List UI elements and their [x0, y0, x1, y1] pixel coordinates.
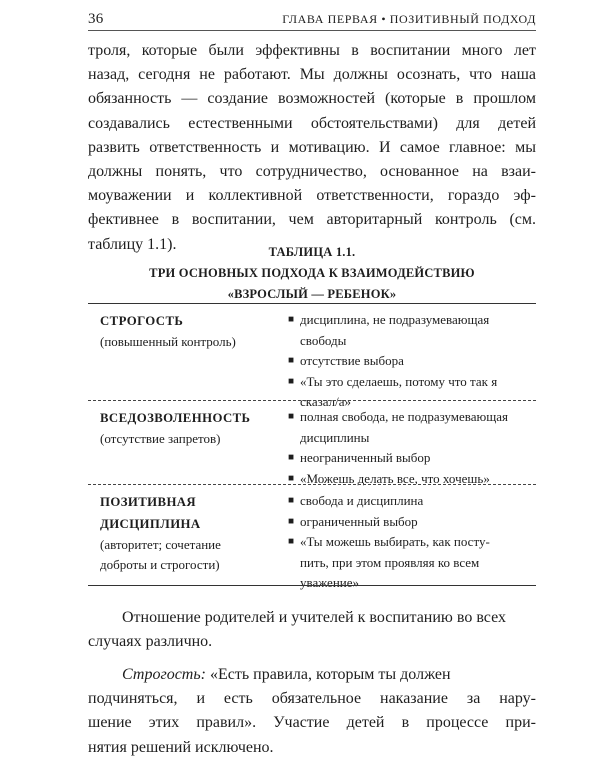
- running-title: ГЛАВА ПЕРВАЯ • ПОЗИТИВНЫЙ ПОДХОД: [282, 12, 536, 26]
- bullet-item: [288, 448, 536, 469]
- row-bullets-cell: [288, 407, 536, 489]
- bullet-item: [288, 512, 536, 533]
- bullet-item: [288, 491, 536, 512]
- table-row-divider: [88, 484, 536, 485]
- bullet-icon: ■: [288, 411, 295, 422]
- paragraph-line: должны понять, что сотрудничество, основанное на взаи-: [88, 163, 536, 181]
- bullet-text: свобода и дисциплина: [300, 493, 424, 508]
- bullet-icon: ■: [288, 536, 295, 547]
- paragraph-line: случаях различно.: [88, 633, 213, 651]
- paragraph-line: развить ответственность и мотивацию. И самое главное: мы: [88, 138, 536, 156]
- bullet-icon: ■: [288, 495, 295, 506]
- paragraph-2: [88, 606, 536, 654]
- paragraph-line: обязанность — создание возможностей (которые в прошлом: [88, 90, 536, 108]
- paragraph-line: [88, 663, 536, 687]
- paragraph-3: [88, 663, 536, 760]
- row-label: ДИСЦИПЛИНА: [100, 517, 201, 531]
- paragraph-line: таблицу 1.1).: [88, 235, 177, 253]
- row-label-cell: [100, 491, 300, 575]
- paragraph-line: шение этих правил». Участие детей в процессе при-: [88, 714, 536, 732]
- bullet-text: пить, при этом проявляя ко всем: [300, 554, 480, 570]
- row-sublabel: (повышенный контроль): [100, 334, 236, 349]
- row-bullets-cell: [288, 491, 536, 594]
- paragraph-line: троля, которые были эффективны в воспитании много лет: [88, 42, 536, 59]
- paragraph-line: фективнее в воспитании, чем авторитарный контроль (см.: [88, 211, 536, 229]
- bullet-text: дисциплина, не подразумевающая: [300, 312, 490, 327]
- bullet-icon: ■: [288, 314, 295, 325]
- paragraph-lead-term: Строгость:: [122, 666, 206, 683]
- table-title-line: «ВЗРОСЛЫЙ — РЕБЕНОК»: [227, 287, 397, 301]
- bullet-text: «Можешь делать все, что хочешь»: [300, 470, 490, 486]
- paragraph-line: нятия решений исключено.: [88, 738, 274, 756]
- table-title: [88, 242, 536, 305]
- paragraph-line: моуважении и коллективной ответственности, гораздо эф-: [88, 187, 536, 205]
- row-label: ВСЕДОЗВОЛЕННОСТЬ: [100, 411, 251, 425]
- paragraph-line: назад, сегодня не работают. Мы должны осознать, что наша: [88, 66, 536, 84]
- bullet-icon: ■: [288, 375, 295, 387]
- row-label-cell: [100, 407, 300, 449]
- bullet-text: «Ты можешь выбирать, как посту-: [300, 534, 490, 549]
- bullet-item: [288, 407, 536, 448]
- bullet-text: дисциплины: [300, 429, 370, 445]
- table-title-line: ТАБЛИЦА 1.1.: [268, 245, 356, 259]
- row-sublabel: (отсутствие запретов): [100, 431, 221, 446]
- bullet-text: «Ты это сделаешь, потому что так я: [300, 373, 498, 389]
- table-title-line: ТРИ ОСНОВНЫХ ПОДХОДА К ВЗАИМОДЕЙСТВИЮ: [149, 266, 475, 280]
- paragraph-1: [88, 39, 536, 257]
- bullet-text: сказал/а»: [300, 394, 352, 409]
- table-top-rule: [88, 303, 536, 304]
- row-label-cell: [100, 310, 300, 352]
- paragraph-line: Отношение родителей и учителей к воспитанию во всех: [122, 609, 506, 626]
- bullet-text: свободы: [300, 332, 347, 348]
- row-sublabel: доброты и строгости): [100, 557, 220, 572]
- page-number: 36: [88, 11, 104, 27]
- bullet-text: полная свобода, не подразумевающая: [300, 409, 509, 424]
- row-label: СТРОГОСТЬ: [100, 314, 184, 328]
- bullet-text: отсутствие выбора: [300, 353, 404, 368]
- paragraph-line: создавались естественными обстоятельствами) для детей: [88, 114, 536, 132]
- bullet-icon: ■: [288, 472, 295, 484]
- table-row-divider: [88, 400, 536, 401]
- bullet-icon: ■: [288, 355, 295, 366]
- row-bullets-cell: [288, 310, 536, 413]
- bullet-item: [288, 469, 536, 490]
- bullet-icon: ■: [288, 452, 295, 463]
- bullet-text: ограниченный выбор: [300, 513, 418, 529]
- row-sublabel: (авторитет; сочетание: [100, 537, 221, 552]
- bullet-text: неограниченный выбор: [300, 450, 431, 465]
- bullet-item: [288, 310, 536, 351]
- paragraph-line: подчиняться, и есть обязательное наказание за нару-: [88, 690, 536, 708]
- table-bottom-rule: [88, 585, 536, 586]
- paragraph-line-text: «Есть правила, которым ты должен: [205, 666, 451, 683]
- bullet-item: [288, 351, 536, 372]
- bullet-text: уважение»: [300, 575, 360, 590]
- row-label: ПОЗИТИВНАЯ: [100, 495, 197, 509]
- running-header: [88, 8, 536, 31]
- bullet-icon: ■: [288, 515, 295, 527]
